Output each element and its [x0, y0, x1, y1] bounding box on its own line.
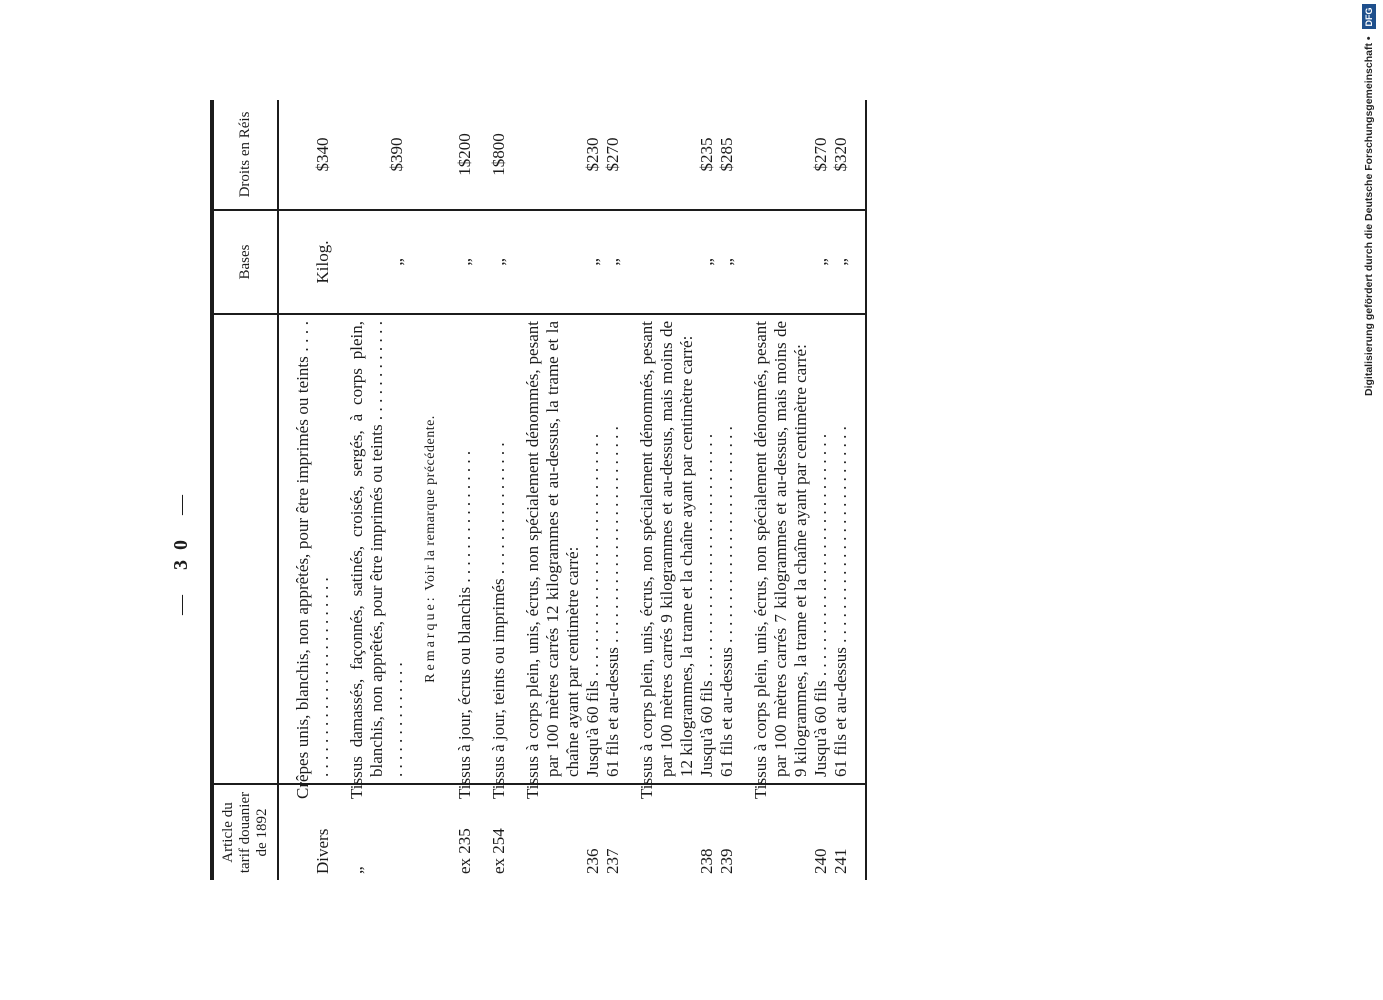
table-row: Divers Crêpes unis, blanchis, non apprêtés, pour être imprimés ou teints . . . . . . . . . . . . . . . . . . . . . . . . . . . . Kilog. $340	[293, 100, 333, 880]
page-number: — 30 —	[170, 485, 192, 615]
header-description	[212, 314, 278, 784]
table-row: 241 61 fils et au-dessus . . . . . . . . . . . . . . . . . . . . . . . . . . „ $320	[831, 100, 851, 880]
table-row: ex 254 Tissus à jour, teints ou imprimés . . . . . . . . . . . . . . . . „ 1$800	[489, 100, 509, 880]
table-row: 236 Jusqu'à 60 fils . . . . . . . . . . . . . . . . . . . . . . . . . . . . . „ $230	[583, 100, 603, 880]
table-header-row	[212, 100, 278, 880]
rotated-page	[130, 111, 1130, 960]
table-row: Tissus à corps plein, unis, écrus, non spécialement dénommés, pesant par 100 mètres carrés 12 kilogrammes et au-dessus, la trame et la chaîne ayant par centimètre carré:	[523, 100, 583, 880]
table-row: 240 Jusqu'à 60 fils . . . . . . . . . . . . . . . . . . . . . . . . . . . . . „ $270	[811, 100, 831, 880]
page-number-value: 30	[170, 530, 192, 570]
table-row: 237 61 fils et au-dessus . . . . . . . . . . . . . . . . . . . . . . . . . . „ $270	[603, 100, 623, 880]
credit-text: Digitalisierung gefördert durch die Deutsche Forschungsgemeinschaft •	[1363, 36, 1375, 396]
remark-text: Remarque: Voir la remarque précédente.	[421, 314, 441, 784]
digitization-credit	[1359, 6, 1379, 396]
table-row: Tissus à corps plein, unis, écrus, non spécialement dénommés, pesant par 100 mètres carrés 9 kilogrammes et au-dessus, mais moins de 12 kilogrammes, la trame et la chaîne ayant par centimètre carré:	[637, 100, 697, 880]
header-duties: Droits en Réis	[212, 100, 278, 210]
tariff-table	[210, 100, 867, 880]
table-row: „ Tissus damassés, façonnés, satinés, croisés, sergés, à corps plein, blanchis, non apprêtés, pour être imprimés ou teints . . . . . . . . . . . . . . . . . . . . . . . . . . „ $390	[347, 100, 407, 880]
table-row: 239 61 fils et au-dessus . . . . . . . . . . . . . . . . . . . . . . . . . . „ $285	[717, 100, 737, 880]
header-bases: Bases	[212, 210, 278, 314]
table-row: Tissus à corps plein, unis, écrus, non spécialement dénommés, pesant par 100 mètres carrés 7 kilogrammes et au-dessus, mais moins de 9 kilogrammes, la trame et la chaîne ayant par centimètre carré:	[751, 100, 811, 880]
table-row: ex 235 Tissus à jour, écrus ou blanchis . . . . . . . . . . . . . . . . „ 1$200	[455, 100, 475, 880]
remark-row	[421, 100, 441, 880]
dfg-logo: DFG	[1362, 5, 1376, 30]
table-row: 238 Jusqu'à 60 fils . . . . . . . . . . . . . . . . . . . . . . . . . . . . . „ $235	[697, 100, 717, 880]
header-article: Article du tarif douanier de 1892	[212, 784, 278, 880]
